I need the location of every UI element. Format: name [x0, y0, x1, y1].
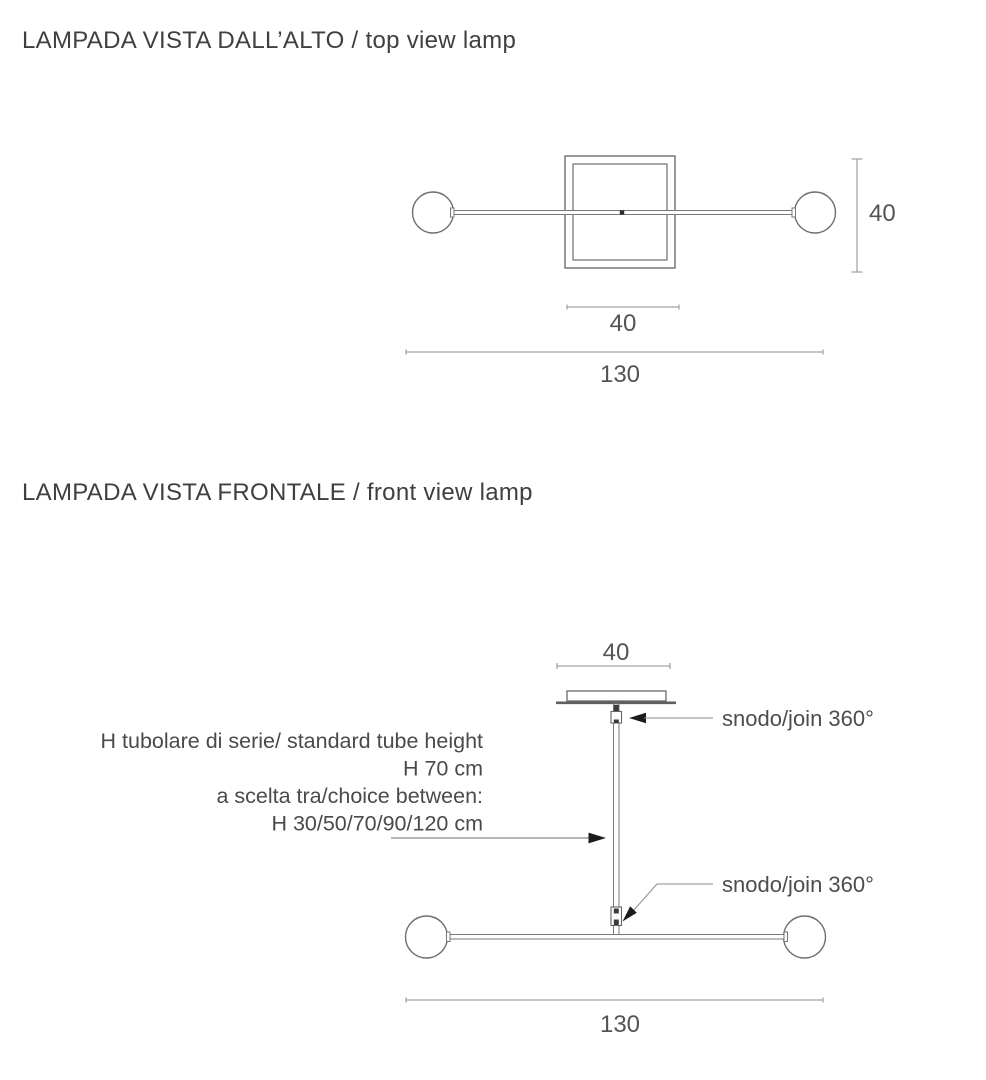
- front-sphere-right: [784, 916, 826, 958]
- front-total-width-dimension: [406, 998, 823, 1003]
- tube-height-note: [101, 729, 483, 836]
- tube-note-line-4: H 30/50/70/90/120 cm: [271, 811, 483, 836]
- front-rod-cap-left: [447, 932, 451, 942]
- front-sphere-left: [406, 916, 448, 958]
- center-pivot-dot: [620, 210, 624, 214]
- rod-cap-left: [451, 208, 455, 217]
- tube-note-line-2: H 70 cm: [402, 756, 483, 781]
- vertical-tube: [614, 704, 620, 937]
- total-width-dimension: [406, 350, 823, 355]
- tube-note-arrowhead: [589, 833, 607, 844]
- sphere-left: [413, 192, 454, 233]
- depth-dimension: [852, 159, 863, 272]
- canopy-width-dimension-label: 40: [609, 310, 637, 337]
- top-view-title: LAMPADA VISTA DALL’ALTO / top view lamp: [22, 27, 517, 54]
- front-canopy-dimension-label: 40: [602, 639, 630, 666]
- front-view-title: LAMPADA VISTA FRONTALE / front view lamp: [22, 479, 533, 506]
- front-view-drawing: [0, 560, 986, 1080]
- top-joint-arrowhead: [629, 713, 646, 723]
- sphere-right: [795, 192, 836, 233]
- ceiling-canopy-box: [567, 691, 666, 701]
- front-horizontal-rod: [450, 935, 784, 940]
- bottom-joint-label: snodo/join 360°: [722, 872, 874, 897]
- front-total-width-dimension-label: 130: [599, 1011, 641, 1038]
- front-rod-cap-right: [784, 932, 788, 942]
- tube-note-line-3: a scelta tra/choice between:: [216, 784, 483, 808]
- rod-cap-right: [792, 208, 796, 217]
- canopy-width-dimension: [567, 305, 679, 310]
- total-width-dimension-label: 130: [599, 361, 641, 388]
- top-joint: [611, 705, 622, 723]
- top-view-drawing: [0, 90, 986, 420]
- bottom-joint: [611, 907, 622, 926]
- top-joint-label: snodo/join 360°: [722, 706, 874, 731]
- tube-note-line-1: H tubolare di serie/ standard tube height: [100, 729, 483, 753]
- bottom-joint-leader-diagonal: [633, 884, 657, 911]
- depth-dimension-label: 40: [869, 200, 896, 227]
